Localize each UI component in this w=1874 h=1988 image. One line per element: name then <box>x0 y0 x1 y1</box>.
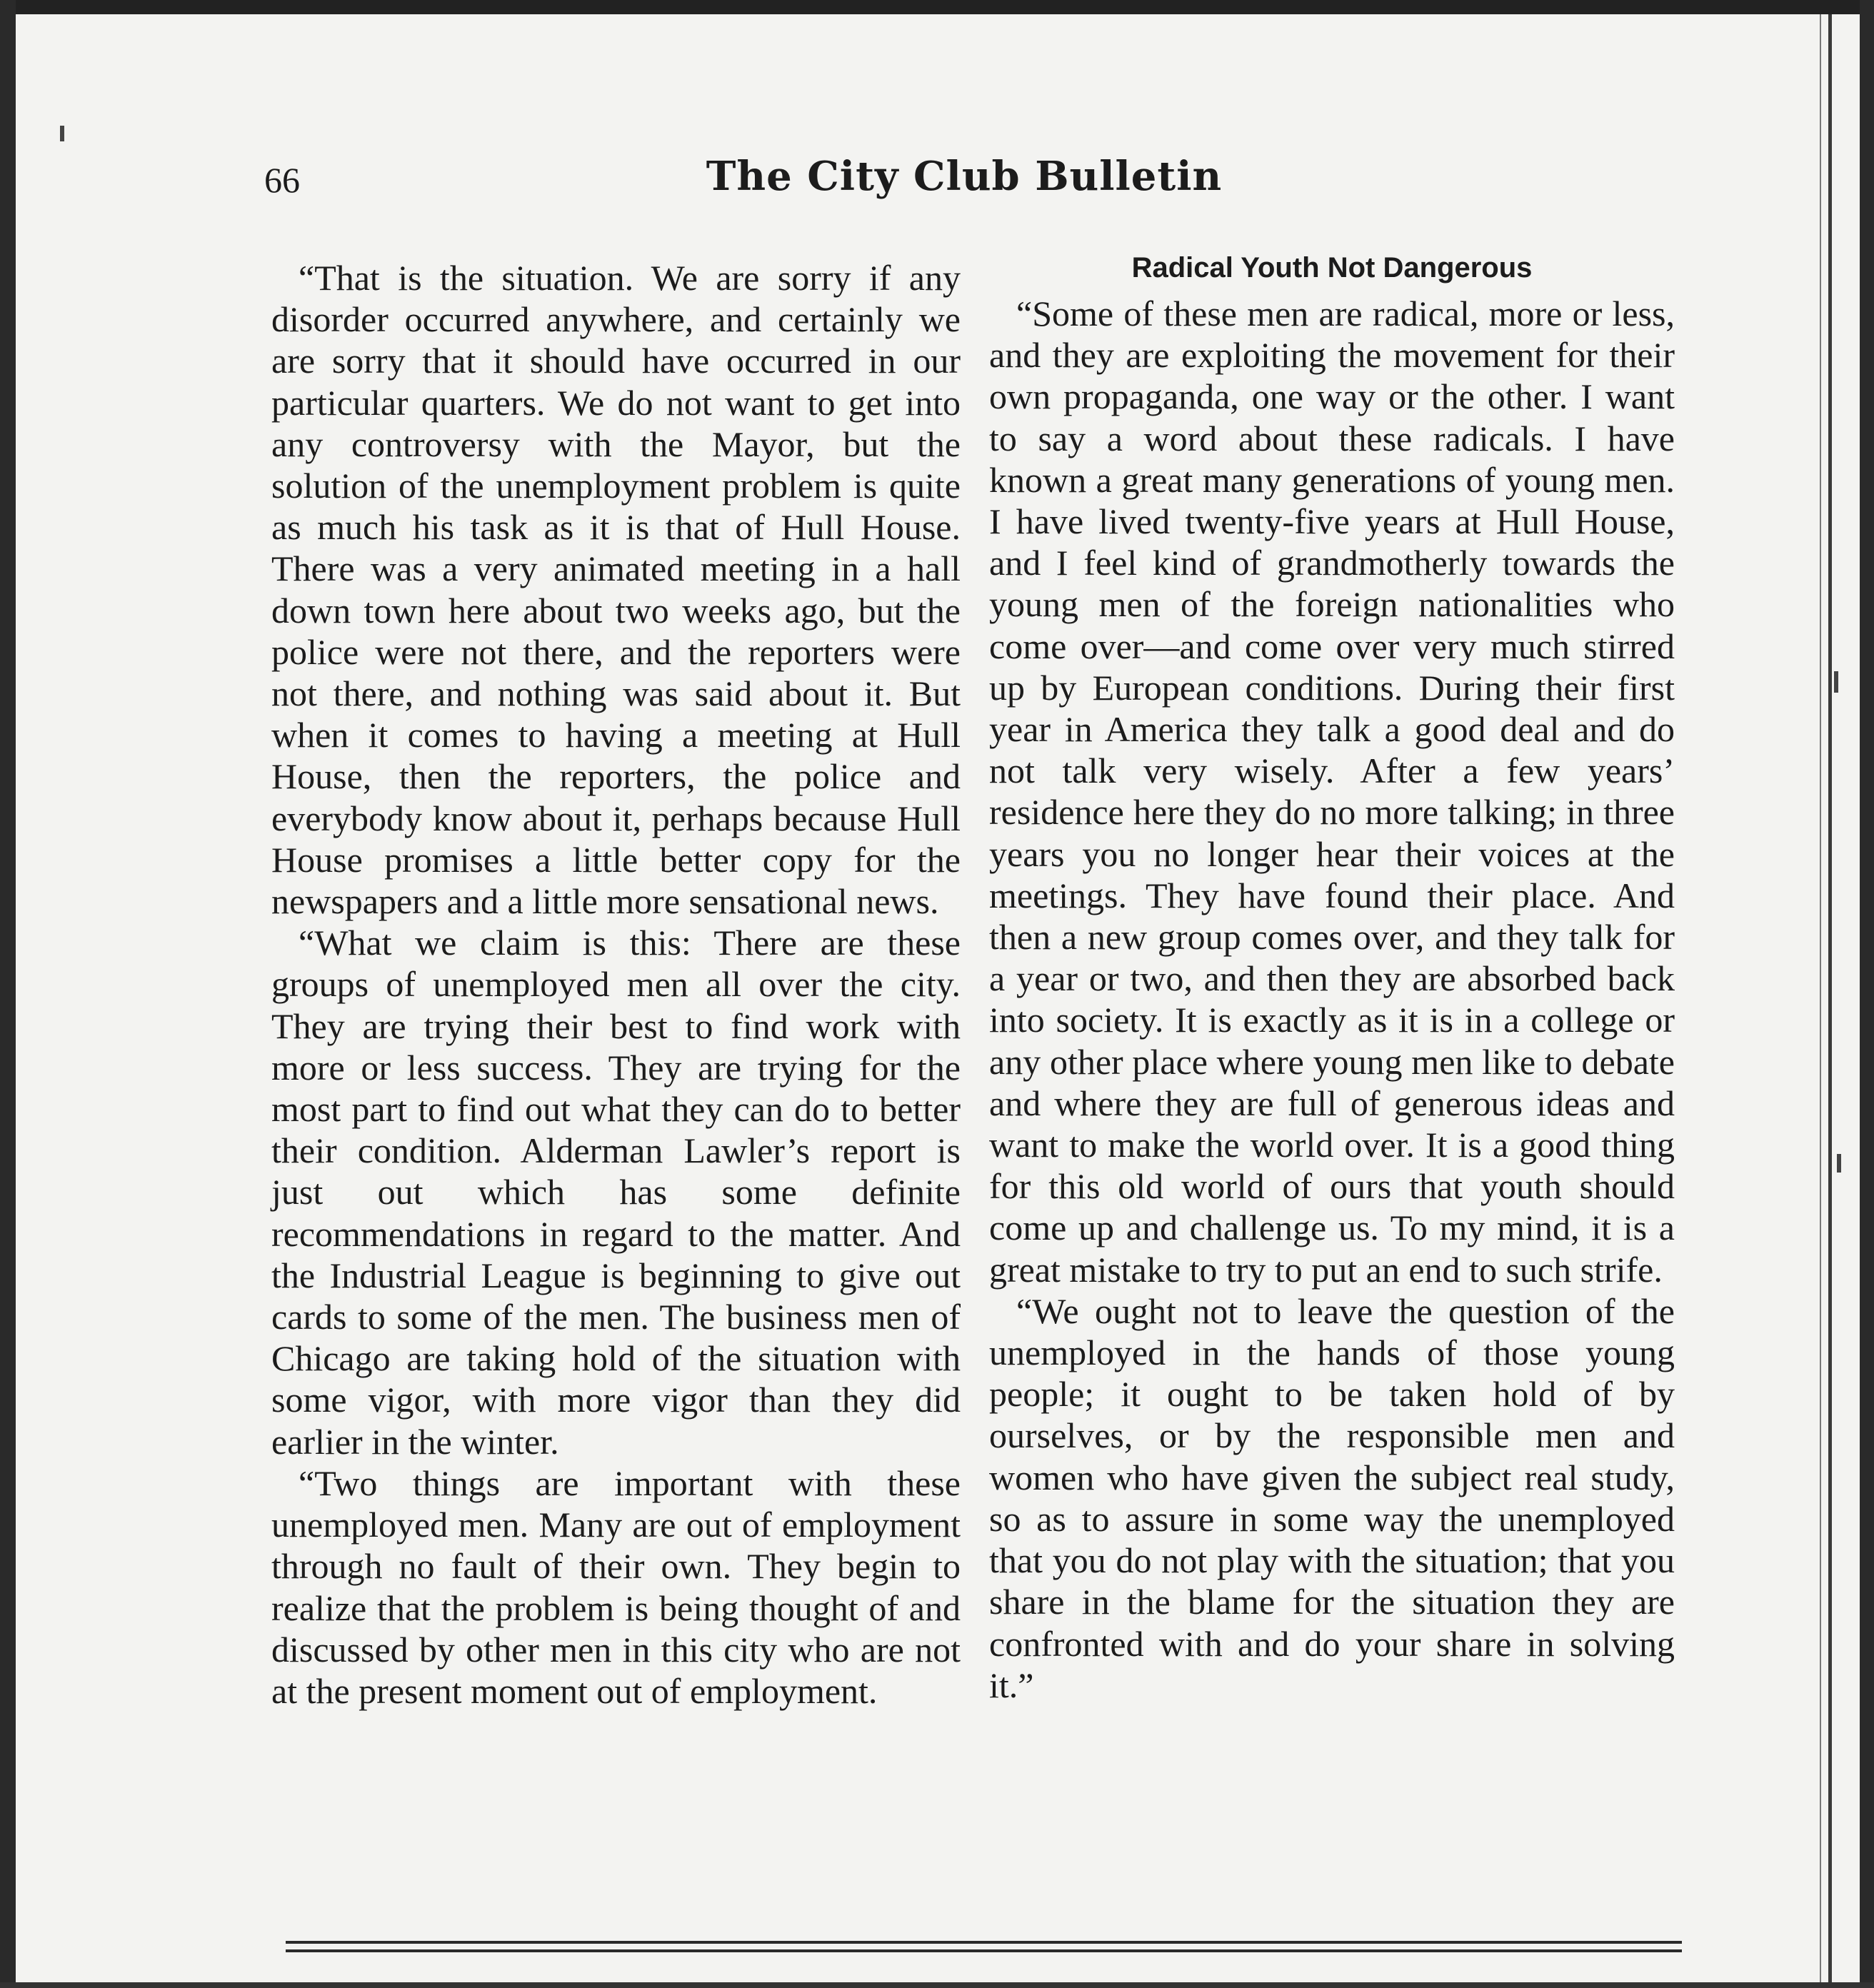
footer-double-rule <box>286 1941 1682 1952</box>
scan-border-top <box>0 0 1874 14</box>
right-column <box>989 243 1675 1706</box>
paragraph: “That is the situation. We are sorry if any disorder occurred anywhere, and certainly we are sorry that it should have occurred in our particular quarters. We do not want to get into any controversy with the Mayor, but the solution of the unemployment problem is quite as much his task as it is that of Hull House. There was a very animated meeting in a hall down town here about two weeks ago, but the police were not there, and the reporters were not there, and nothing was said about it. But when it comes to having a meeting at Hull House, then the reporters, the police and everybody know about it, perhaps because Hull House promises a little better copy for the newspapers and a little more sensational news. <box>271 258 961 922</box>
page-number: 66 <box>264 160 300 200</box>
scan-speck <box>60 126 64 141</box>
scan-speck <box>1834 671 1838 693</box>
paragraph: “Some of these men are radical, more or less, and they are exploiting the movement for their own propaganda, one way or the other. I want to say a word about these radicals. I have known a great many generations of young men. I have lived twenty-five years at Hull House, and I feel kind of grandmotherly towards the young men of the foreign nationalities who come over—and come over very much stirred up by European conditions. During their first year in America they talk a good deal and do not talk very wisely. After a few years’ residence here they do no more talking; in three years you no longer hear their voices at the meetings. They have found their place. And then a new group comes over, and they talk for a year or two, and then they are absorbed back into society. It is exactly as it is in a college or any other place where young men like to debate and where they are full of generous ideas and want to make the world over. It is a good thing for this old world of ours that youth should come up and challenge us. To my mind, it is a great mistake to try to put an end to such strife. <box>989 293 1675 1290</box>
scan-rule-right <box>1828 14 1832 1988</box>
left-column <box>271 257 961 1712</box>
paragraph: “We ought not to leave the question of the unemployed in the hands of those young people; it ought to be taken hold of by ourselves, or by the responsible men and women who have given the subject real study, so as to assure in some way the unemployed that you do not play with the situation; that you share in the blame for the situation they are confronted with and do your share in solving it.” <box>989 1290 1675 1705</box>
scan-speck <box>1837 1154 1841 1173</box>
scan-rule-right-thin <box>1820 14 1821 1988</box>
publication-title: The City Club Bulletin <box>706 153 1223 200</box>
scan-border-left <box>0 0 16 1988</box>
section-heading: Radical Youth Not Dangerous <box>1131 252 1533 283</box>
paragraph: “Two things are important with these unemployed men. Many are out of employment through no fault of their own. They begin to realize that the problem is being thought of and discussed by other men in this city who are not at the present moment out of employment. <box>271 1462 961 1711</box>
scan-border-right <box>1860 0 1874 1988</box>
scan-border-bottom <box>0 1982 1874 1988</box>
paragraph: “What we claim is this: There are these groups of unemployed men all over the city. They are trying their best to find work with more or less success. They are trying for the most part to find out what they can do to better their condition. Alderman Lawler’s report is just out which has some definite recommendations in regard to the matter. And the Industrial League is beginning to give out cards to some of the men. The business men of Chicago are taking hold of the situation with some vigor, with more vigor than they did earlier in the winter. <box>271 923 961 1462</box>
